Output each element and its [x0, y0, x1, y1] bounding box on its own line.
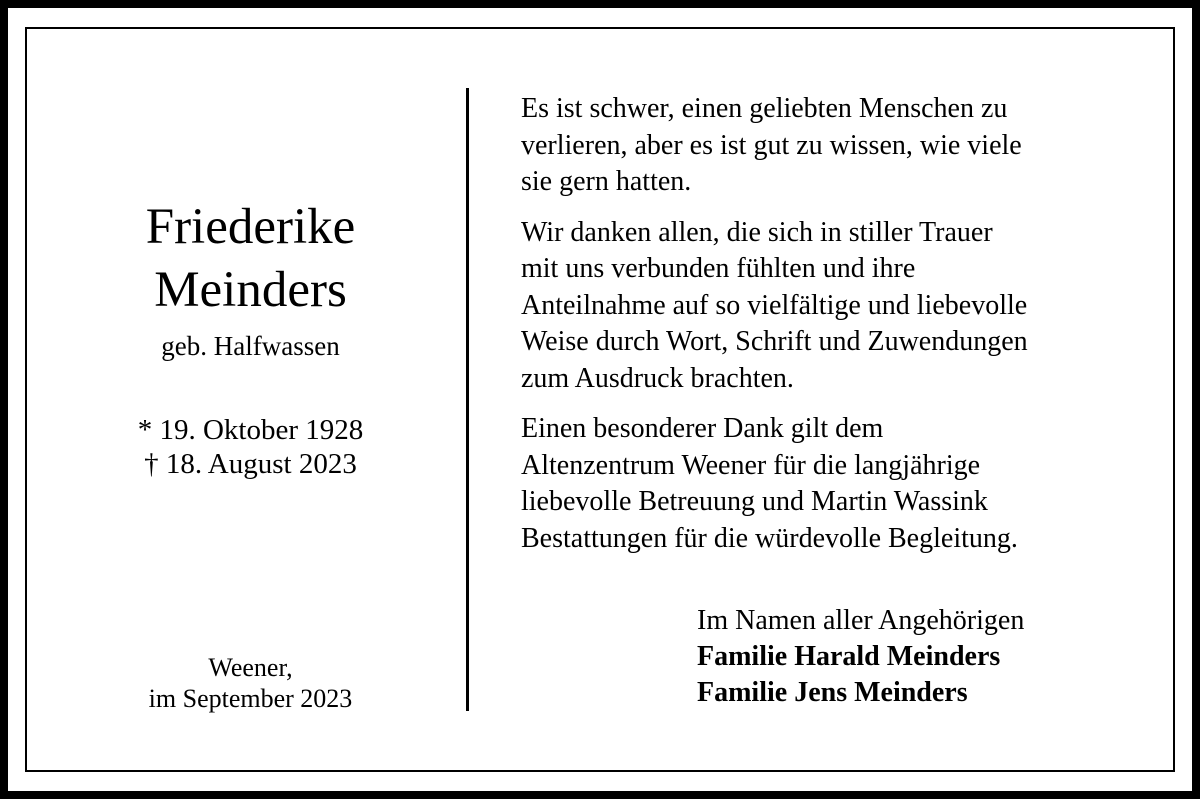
signature-block — [697, 603, 1117, 711]
place: Weener, — [208, 653, 293, 682]
message-line: Es ist schwer, einen geliebten Menschen zu — [521, 93, 1008, 124]
vertical-divider — [466, 88, 469, 711]
place-and-date — [123, 652, 378, 714]
message-line: Wir danken allen, die sich in stiller Trauer — [521, 216, 993, 248]
date: im September 2023 — [148, 684, 353, 713]
signature-intro: Im Namen aller Angehörigen — [697, 605, 1025, 636]
message-line: mit uns verbunden fühlten und ihre — [521, 253, 916, 284]
message-line: Altenzentrum Weener für die langjährige — [521, 449, 981, 481]
message-paragraph — [521, 411, 1141, 557]
message-line: liebevolle Betreuung und Martin Wassink — [521, 486, 988, 517]
thank-you-message — [521, 91, 1141, 571]
family-name-2: Familie Jens Meinders — [697, 677, 968, 708]
message-line: Weise durch Wort, Schrift und Zuwendungen — [521, 326, 1028, 357]
message-line: verlieren, aber es ist gut zu wissen, wie viele — [521, 129, 1022, 161]
message-paragraph — [521, 215, 1141, 398]
message-line: zum Ausdruck brachten. — [521, 362, 794, 394]
first-name: Friederike — [145, 199, 356, 255]
maiden-name: geb. Halfwassen — [161, 331, 340, 361]
family-name-1: Familie Harald Meinders — [697, 641, 1001, 672]
deceased-name — [123, 196, 378, 322]
last-name: Meinders — [154, 262, 347, 318]
message-line: Anteilnahme auf so vielfältige und liebevolle — [521, 289, 1028, 321]
message-paragraph — [521, 91, 1141, 201]
death-date: † 18. August 2023 — [144, 448, 357, 480]
life-dates — [123, 413, 378, 481]
obituary-card — [8, 8, 1192, 791]
message-line: Bestattungen für die würdevolle Begleitung. — [521, 522, 1018, 554]
message-line: Einen besonderer Dank gilt dem — [521, 413, 884, 444]
birth-date: * 19. Oktober 1928 — [137, 414, 364, 446]
message-line: sie gern hatten. — [521, 166, 692, 197]
